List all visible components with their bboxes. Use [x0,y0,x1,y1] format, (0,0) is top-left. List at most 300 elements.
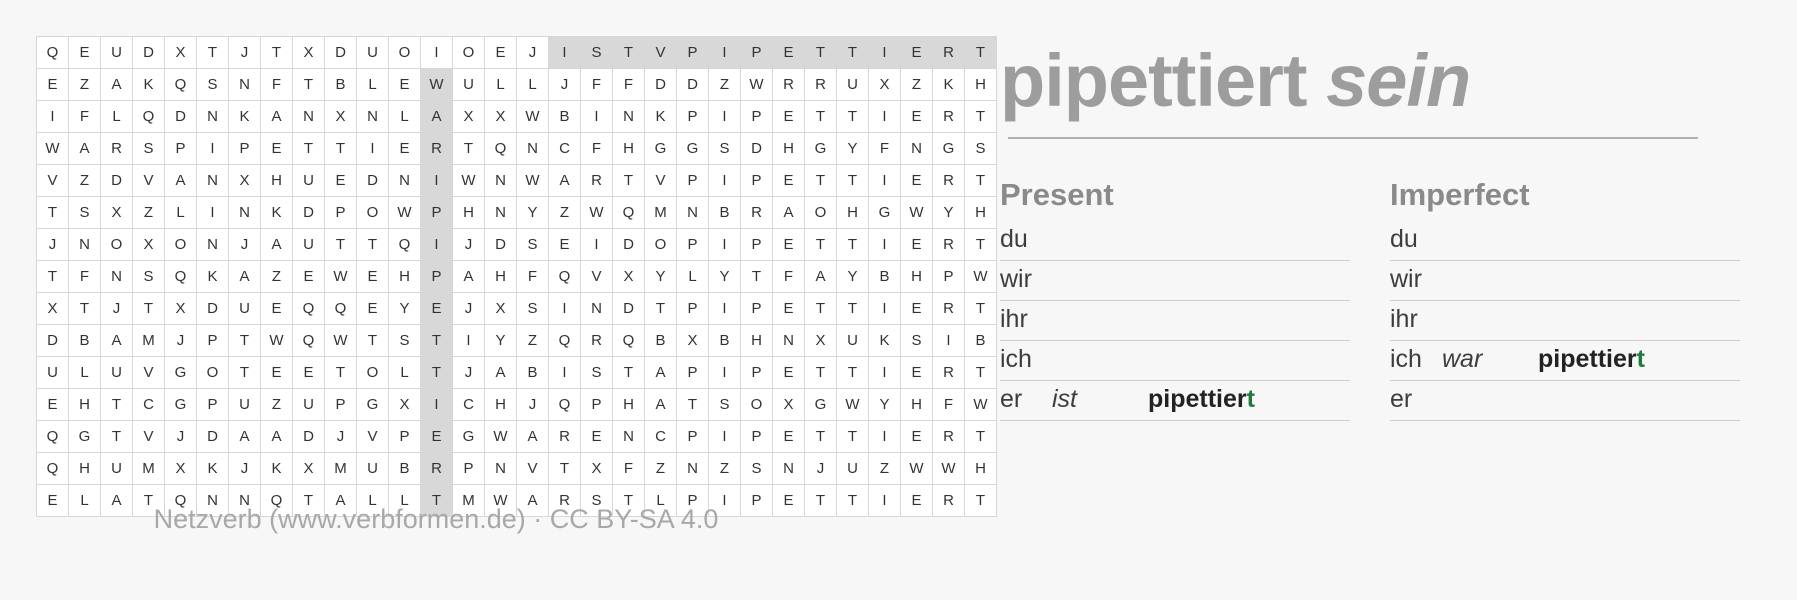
letter-cell: J [453,293,485,325]
letter-cell: Q [485,133,517,165]
letter-cell: S [517,229,549,261]
letter-cell: H [901,389,933,421]
letter-cell: B [325,69,357,101]
letter-cell: W [37,133,69,165]
letter-cell: W [901,197,933,229]
letter-grid-row [37,453,997,485]
letter-cell: J [453,357,485,389]
letter-cell: X [773,389,805,421]
imperfect-rows [1390,221,1740,421]
letter-cell: S [709,389,741,421]
letter-cell: T [741,261,773,293]
letter-cell: T [965,485,997,517]
letter-cell: D [613,229,645,261]
letter-cell: I [421,229,453,261]
letter-cell: H [69,453,101,485]
letter-cell: V [517,453,549,485]
letter-cell: S [581,37,613,69]
letter-cell: T [293,133,325,165]
letter-cell: T [805,101,837,133]
letter-cell: N [197,101,229,133]
letter-cell: T [229,357,261,389]
letter-cell: P [677,357,709,389]
letter-cell: I [357,133,389,165]
letter-cell: N [485,197,517,229]
letter-grid-row [37,37,997,69]
credit-text: Netzverb (www.verbformen.de) · CC BY-SA 4.0 [153,504,719,534]
letter-cell: H [837,197,869,229]
letter-cell: V [581,261,613,293]
letter-cell: O [197,357,229,389]
letter-cell: D [613,293,645,325]
letter-cell: U [229,293,261,325]
letter-cell: H [261,165,293,197]
conjugation-row [1000,381,1350,421]
letter-cell: T [837,229,869,261]
letter-cell: T [69,293,101,325]
letter-cell: T [837,357,869,389]
page-title [1000,40,1760,121]
letter-cell: C [453,389,485,421]
letter-cell: L [389,485,421,517]
letter-cell: V [357,421,389,453]
letter-cell: Q [37,421,69,453]
letter-cell: T [613,485,645,517]
word-search-grid [36,36,997,517]
letter-cell: H [613,389,645,421]
letter-cell: W [421,69,453,101]
auxiliary-title: sein [1326,39,1471,122]
letter-cell: I [549,357,581,389]
letter-cell: W [933,453,965,485]
letter-cell: A [517,485,549,517]
letter-cell: L [101,101,133,133]
letter-cell: E [773,165,805,197]
letter-cell: S [517,293,549,325]
letter-cell: Z [709,453,741,485]
letter-cell: Q [165,485,197,517]
letter-cell: N [197,165,229,197]
letter-grid-body [37,37,997,517]
letter-cell: K [133,69,165,101]
letter-cell: P [453,453,485,485]
letter-cell: Y [517,197,549,229]
letter-cell: D [197,293,229,325]
letter-cell: F [69,101,101,133]
letter-cell: N [293,101,325,133]
letter-cell: A [69,133,101,165]
auxiliary-verb: war [1442,345,1483,374]
letter-cell: Y [485,325,517,357]
letter-grid-row [37,133,997,165]
letter-cell: F [69,261,101,293]
letter-cell: H [453,197,485,229]
letter-cell: E [357,293,389,325]
letter-cell: T [421,357,453,389]
letter-cell: F [581,133,613,165]
letter-cell: P [581,389,613,421]
letter-cell: X [613,261,645,293]
letter-cell: R [581,325,613,357]
letter-cell: P [677,37,709,69]
letter-cell: N [517,133,549,165]
letter-cell: M [133,453,165,485]
letter-cell: L [677,261,709,293]
letter-cell: A [261,229,293,261]
letter-cell: M [453,485,485,517]
letter-cell: V [133,165,165,197]
letter-cell: S [901,325,933,357]
pronoun: wir [1000,265,1032,294]
letter-cell: A [229,421,261,453]
letter-cell: T [453,133,485,165]
letter-cell: E [901,357,933,389]
letter-cell: B [517,357,549,389]
letter-grid-row [37,421,997,453]
letter-cell: T [677,389,709,421]
letter-cell: P [421,197,453,229]
letter-cell: G [805,133,837,165]
letter-cell: D [357,165,389,197]
letter-cell: Z [69,165,101,197]
letter-cell: X [165,37,197,69]
letter-cell: I [709,421,741,453]
letter-cell: I [197,133,229,165]
letter-cell: A [325,485,357,517]
letter-cell: E [773,293,805,325]
letter-cell: Q [37,37,69,69]
letter-cell: R [101,133,133,165]
letter-cell: P [933,261,965,293]
letter-cell: A [421,101,453,133]
letter-cell: T [325,229,357,261]
letter-cell: F [613,453,645,485]
letter-cell: G [677,133,709,165]
letter-cell: P [741,485,773,517]
letter-cell: X [165,453,197,485]
letter-cell: T [549,453,581,485]
letter-cell: E [773,37,805,69]
letter-cell: A [773,197,805,229]
letter-cell: P [677,229,709,261]
letter-cell: E [901,101,933,133]
letter-cell: U [453,69,485,101]
letter-cell: T [325,133,357,165]
letter-cell: D [677,69,709,101]
letter-cell: O [805,197,837,229]
letter-cell: I [709,101,741,133]
letter-cell: N [229,197,261,229]
letter-cell: E [901,421,933,453]
letter-cell: T [133,485,165,517]
letter-cell: R [421,133,453,165]
letter-cell: F [869,133,901,165]
letter-cell: F [261,69,293,101]
letter-cell: D [133,37,165,69]
letter-cell: B [709,325,741,357]
letter-cell: G [69,421,101,453]
letter-cell: E [773,101,805,133]
letter-cell: Y [837,133,869,165]
letter-cell: I [709,293,741,325]
letter-cell: G [805,389,837,421]
letter-cell: J [453,229,485,261]
letter-cell: A [549,165,581,197]
letter-cell: T [37,261,69,293]
letter-cell: I [197,197,229,229]
letter-cell: T [421,485,453,517]
letter-cell: G [357,389,389,421]
letter-cell: S [389,325,421,357]
letter-cell: J [229,453,261,485]
letter-cell: F [517,261,549,293]
letter-cell: K [197,453,229,485]
letter-cell: A [101,325,133,357]
letter-cell: C [549,133,581,165]
letter-cell: H [965,197,997,229]
letter-cell: O [101,229,133,261]
letter-cell: W [325,325,357,357]
letter-cell: G [645,133,677,165]
letter-cell: I [869,101,901,133]
letter-cell: Y [709,261,741,293]
letter-grid-row [37,293,997,325]
letter-cell: R [933,101,965,133]
letter-cell: W [965,389,997,421]
letter-cell: S [741,453,773,485]
letter-cell: L [357,485,389,517]
letter-cell: E [485,37,517,69]
letter-cell: P [421,261,453,293]
letter-cell: L [645,485,677,517]
letter-cell: R [933,357,965,389]
letter-cell: R [581,165,613,197]
letter-grid-row [37,229,997,261]
letter-cell: D [741,133,773,165]
letter-cell: Y [869,389,901,421]
letter-cell: D [165,101,197,133]
letter-cell: A [261,101,293,133]
letter-cell: D [293,421,325,453]
letter-cell: P [325,197,357,229]
letter-cell: H [965,453,997,485]
letter-cell: E [901,165,933,197]
pronoun: ihr [1390,305,1418,334]
letter-cell: X [133,229,165,261]
letter-cell: H [773,133,805,165]
letter-cell: N [581,293,613,325]
letter-cell: Q [549,261,581,293]
letter-cell: Z [69,69,101,101]
letter-cell: X [165,293,197,325]
letter-cell: T [837,165,869,197]
letter-cell: N [485,453,517,485]
letter-cell: Q [613,325,645,357]
letter-cell: N [773,325,805,357]
letter-cell: S [69,197,101,229]
tense-block-present [1000,177,1350,421]
letter-grid-row [37,69,997,101]
letter-cell: I [421,165,453,197]
letter-cell: E [357,261,389,293]
letter-cell: G [869,197,901,229]
letter-cell: D [645,69,677,101]
letter-cell: O [741,389,773,421]
letter-cell: I [581,101,613,133]
letter-cell: D [197,421,229,453]
letter-cell: L [69,357,101,389]
letter-cell: O [165,229,197,261]
letter-cell: W [389,197,421,229]
letter-cell: R [933,421,965,453]
letter-cell: N [197,485,229,517]
auxiliary-verb: ist [1052,385,1077,414]
letter-cell: J [229,37,261,69]
letter-cell: T [229,325,261,357]
letter-cell: A [517,421,549,453]
letter-cell: P [197,325,229,357]
letter-cell: W [741,69,773,101]
letter-cell: N [485,165,517,197]
letter-cell: D [325,37,357,69]
letter-cell: N [229,69,261,101]
letter-cell: F [933,389,965,421]
letter-cell: S [581,485,613,517]
letter-cell: T [133,293,165,325]
letter-cell: T [101,389,133,421]
letter-cell: W [453,165,485,197]
letter-cell: E [901,37,933,69]
letter-cell: J [165,325,197,357]
letter-cell: I [37,101,69,133]
letter-cell: N [613,101,645,133]
letter-cell: R [741,197,773,229]
letter-cell: W [485,421,517,453]
letter-cell: E [37,69,69,101]
letter-cell: U [837,453,869,485]
letter-cell: P [741,293,773,325]
tense-heading-imperfect: Imperfect [1390,177,1530,213]
letter-cell: T [965,421,997,453]
letter-cell: I [869,485,901,517]
tense-block-imperfect [1390,177,1740,421]
letter-cell: H [69,389,101,421]
letter-cell: T [965,37,997,69]
letter-cell: Q [325,293,357,325]
letter-cell: X [37,293,69,325]
letter-cell: I [869,165,901,197]
letter-cell: E [773,229,805,261]
letter-cell: E [261,293,293,325]
letter-cell: I [421,389,453,421]
letter-cell: T [357,325,389,357]
letter-cell: U [229,389,261,421]
letter-cell: T [805,37,837,69]
letter-cell: X [485,293,517,325]
letter-cell: R [933,37,965,69]
letter-cell: J [517,37,549,69]
letter-cell: A [805,261,837,293]
letter-cell: T [805,165,837,197]
letter-cell: L [357,69,389,101]
letter-cell: X [677,325,709,357]
letter-cell: W [901,453,933,485]
letter-cell: T [261,37,293,69]
letter-cell: P [677,485,709,517]
letter-cell: P [677,421,709,453]
letter-cell: U [837,69,869,101]
letter-cell: T [197,37,229,69]
letter-cell: X [325,101,357,133]
letter-cell: C [645,421,677,453]
letter-cell: T [645,293,677,325]
letter-cell: J [549,69,581,101]
letter-cell: I [869,421,901,453]
letter-cell: S [133,133,165,165]
letter-cell: U [101,453,133,485]
letter-cell: O [357,357,389,389]
letter-cell: N [773,453,805,485]
letter-cell: E [69,37,101,69]
letter-cell: A [453,261,485,293]
letter-cell: Z [133,197,165,229]
letter-cell: K [933,69,965,101]
letter-cell: G [165,389,197,421]
letter-cell: G [165,357,197,389]
letter-cell: U [357,37,389,69]
letter-cell: I [421,37,453,69]
letter-cell: W [837,389,869,421]
participle-ending: t [1246,385,1255,414]
letter-cell: T [37,197,69,229]
conjugation-row [1000,301,1350,341]
letter-cell: T [805,293,837,325]
letter-cell: U [101,357,133,389]
letter-cell: P [389,421,421,453]
letter-cell: E [389,133,421,165]
letter-cell: E [549,229,581,261]
letter-cell: J [101,293,133,325]
letter-cell: A [645,357,677,389]
letter-cell: Z [549,197,581,229]
letter-cell: D [485,229,517,261]
letter-cell: Y [389,293,421,325]
letter-cell: B [645,325,677,357]
letter-cell: N [677,197,709,229]
letter-cell: H [613,133,645,165]
letter-cell: J [517,389,549,421]
letter-cell: H [741,325,773,357]
verb-title: pipettiert [1000,39,1307,122]
letter-cell: U [37,357,69,389]
conjugation-row [1390,221,1740,261]
letter-cell: X [805,325,837,357]
letter-cell: A [645,389,677,421]
letter-cell: S [581,357,613,389]
letter-cell: T [965,229,997,261]
letter-cell: I [453,325,485,357]
conjugation-tables [1000,177,1760,421]
letter-cell: G [933,133,965,165]
letter-cell: N [101,261,133,293]
letter-cell: I [549,37,581,69]
letter-cell: B [69,325,101,357]
letter-cell: T [293,69,325,101]
letter-cell: D [37,325,69,357]
letter-cell: U [293,165,325,197]
letter-cell: K [197,261,229,293]
letter-cell: F [581,69,613,101]
